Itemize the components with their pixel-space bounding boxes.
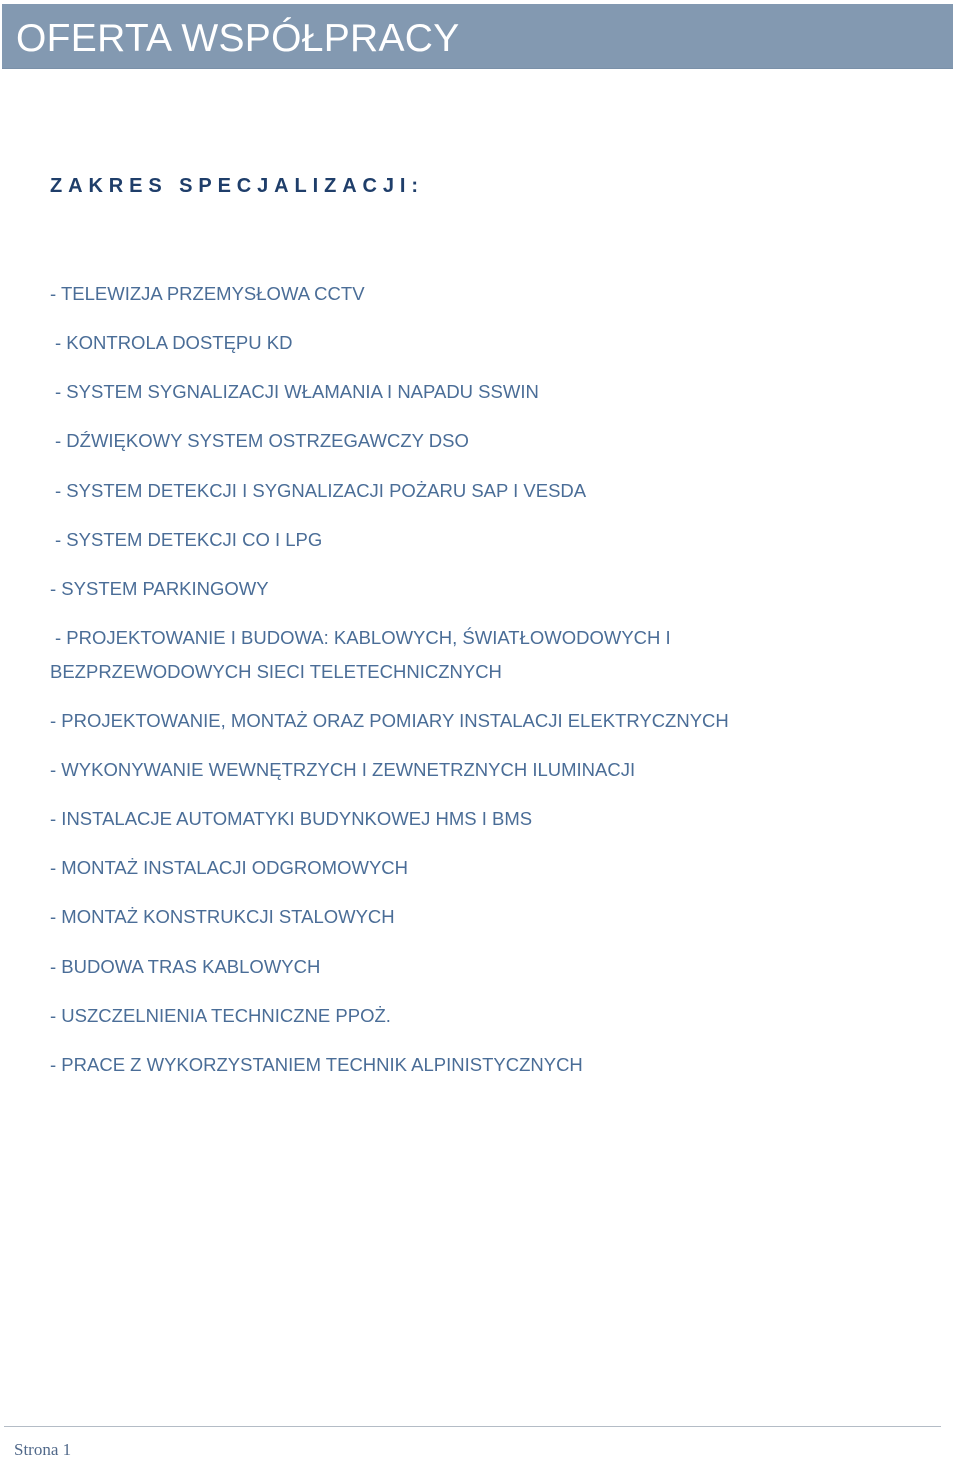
list-item-line: - PROJEKTOWANIE I BUDOWA: KABLOWYCH, ŚWIATŁOWODOWYCH I <box>55 627 671 648</box>
list-item: - PROJEKTOWANIE, MONTAŻ ORAZ POMIARY INSTALACJI ELEKTRYCZNYCH <box>50 710 729 731</box>
section-heading: ZAKRES SPECJALIZACJI: <box>50 175 424 197</box>
header-bar <box>2 4 953 69</box>
list-item <box>50 625 671 685</box>
list-item: - MONTAŻ KONSTRUKCJI STALOWYCH <box>50 906 395 927</box>
list-item: - SYSTEM DETEKCJI I SYGNALIZACJI POŻARU SAP I VESDA <box>55 480 587 501</box>
list-item: - DŹWIĘKOWY SYSTEM OSTRZEGAWCZY DSO <box>55 430 469 451</box>
list-item: - TELEWIZJA PRZEMYSŁOWA CCTV <box>50 283 365 304</box>
list-item: - SYSTEM PARKINGOWY <box>50 578 269 599</box>
list-item: - SYSTEM SYGNALIZACJI WŁAMANIA I NAPADU SSWIN <box>55 381 539 402</box>
list-item: - INSTALACJE AUTOMATYKI BUDYNKOWEJ HMS I BMS <box>50 808 533 829</box>
list-item: - PRACE Z WYKORZYSTANIEM TECHNIK ALPINISTYCZNYCH <box>50 1054 583 1075</box>
page-number: Strona 1 <box>14 1440 72 1459</box>
list-item: - SYSTEM DETEKCJI CO I LPG <box>55 529 323 550</box>
list-item: - USZCZELNIENIA TECHNICZNE PPOŻ. <box>50 1005 391 1026</box>
list-item: - WYKONYWANIE WEWNĘTRZYCH I ZEWNETRZNYCH ILUMINACJI <box>50 759 636 780</box>
page-title: OFERTA WSPÓŁPRACY <box>16 17 460 60</box>
list-item: - BUDOWA TRAS KABLOWYCH <box>50 956 321 977</box>
list-item-line: BEZPRZEWODOWYCH SIECI TELETECHNICZNYCH <box>50 661 502 682</box>
list-item: - KONTROLA DOSTĘPU KD <box>55 332 293 353</box>
list-item: - MONTAŻ INSTALACJI ODGROMOWYCH <box>50 857 409 878</box>
footer-divider <box>4 1426 941 1427</box>
